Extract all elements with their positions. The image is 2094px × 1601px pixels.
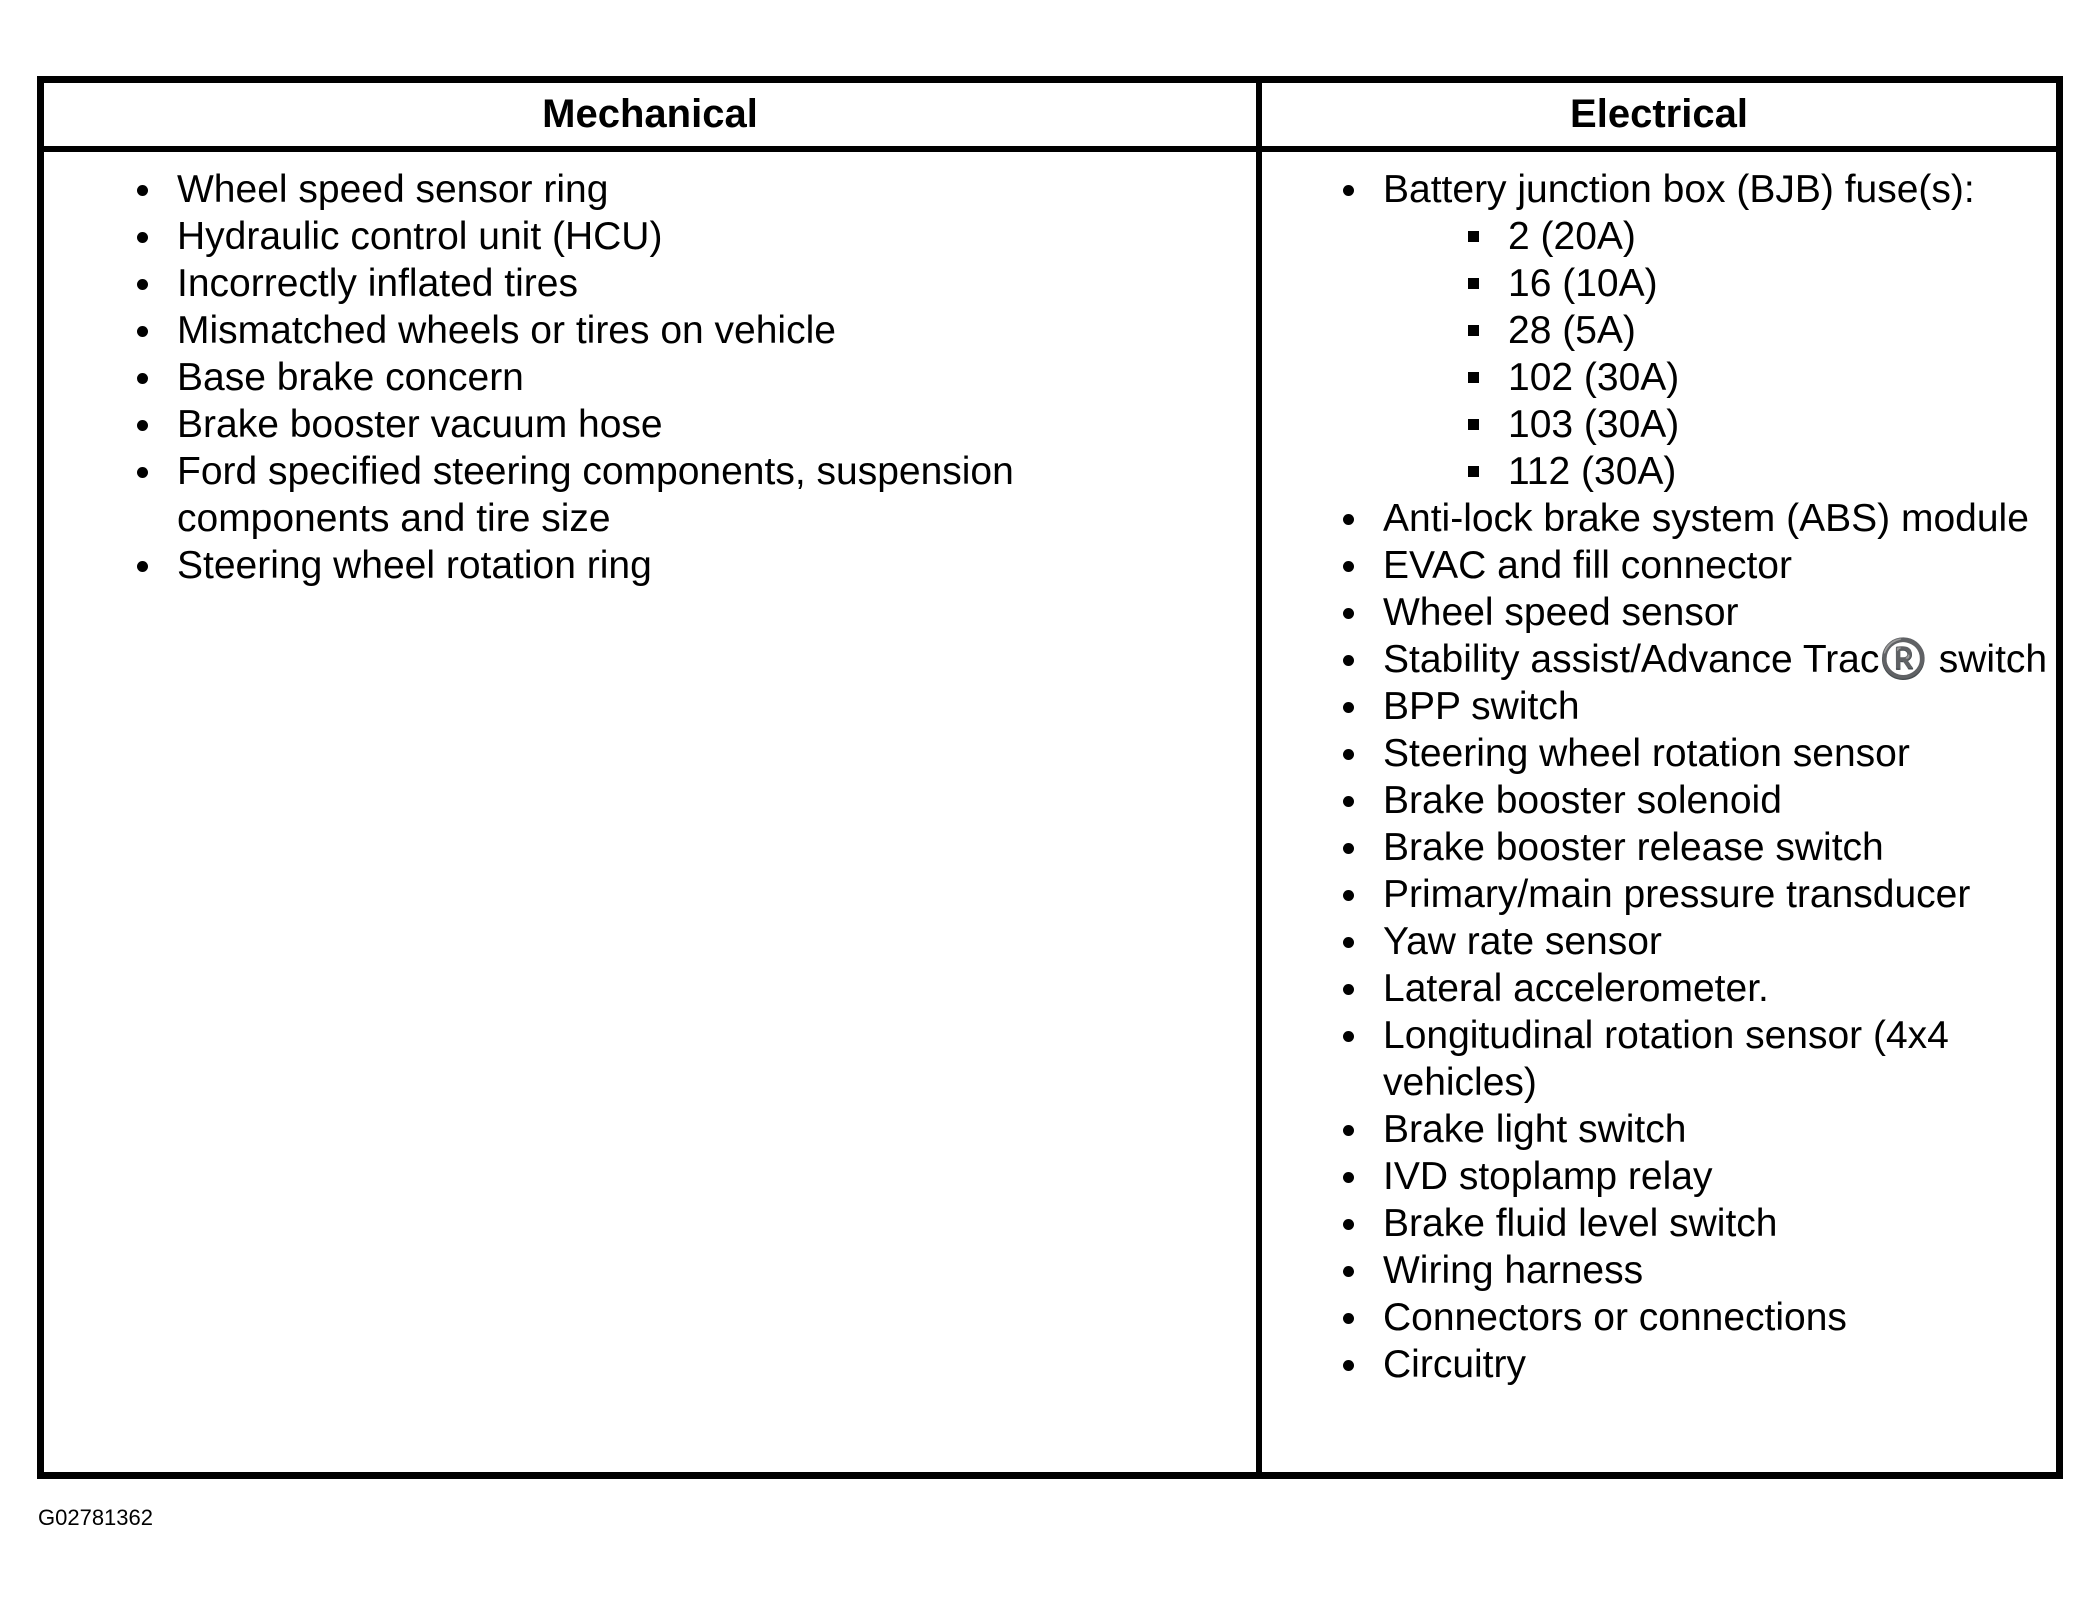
square-bullet-icon <box>1468 325 1479 336</box>
bullet-icon <box>1343 1031 1354 1042</box>
list-item-text: Longitudinal rotation sensor (4x4 vehicles) <box>1383 1014 1949 1104</box>
list-item-text: Mismatched wheels or tires on vehicle <box>177 309 836 352</box>
mechanical-cell <box>44 152 1262 1472</box>
fuse-item <box>1383 260 2063 307</box>
list-item-text: Brake light switch <box>1383 1108 1687 1151</box>
list-item-text: Brake booster solenoid <box>1383 779 1782 822</box>
bullet-icon <box>1343 843 1354 854</box>
fuse-item <box>1383 307 2063 354</box>
bullet-icon <box>137 561 148 572</box>
list-item <box>137 354 1187 401</box>
list-item <box>1343 1012 2063 1106</box>
square-bullet-icon <box>1468 278 1479 289</box>
list-item <box>137 260 1187 307</box>
bullet-icon <box>137 326 148 337</box>
list-item-text: Connectors or connections <box>1383 1296 1847 1339</box>
list-item-text: Incorrectly inflated tires <box>177 262 578 305</box>
bullet-icon <box>1343 514 1354 525</box>
fuse-item <box>1383 213 2063 260</box>
list-item <box>1343 542 2063 589</box>
bullet-icon <box>1343 185 1354 196</box>
list-item <box>1343 1247 2063 1294</box>
list-item <box>1343 636 2063 683</box>
bullet-icon <box>1343 655 1354 666</box>
list-item <box>137 542 1187 589</box>
fuse-item-text: 28 (5A) <box>1508 309 1636 352</box>
list-item-text: Stability assist/Advance Trac®️ switch <box>1383 638 2048 681</box>
bullet-icon <box>1343 749 1354 760</box>
list-item-text: Wiring harness <box>1383 1249 1644 1292</box>
mechanical-list <box>137 166 1187 589</box>
list-item-text: Base brake concern <box>177 356 524 399</box>
list-item <box>1343 871 2063 918</box>
mechanical-header: Mechanical <box>44 83 1262 152</box>
list-item <box>1343 683 2063 730</box>
electrical-list <box>1343 166 2063 1388</box>
list-item-text: Brake booster release switch <box>1383 826 1884 869</box>
list-item-text: Ford specified steering components, suspension components and tire size <box>177 450 1014 540</box>
fuse-item <box>1383 448 2063 495</box>
bullet-icon <box>137 420 148 431</box>
bullet-icon <box>1343 1172 1354 1183</box>
list-item <box>137 166 1187 213</box>
list-item-text: Lateral accelerometer. <box>1383 967 1769 1010</box>
figure-id: G02781362 <box>38 1505 153 1530</box>
fuse-item <box>1383 401 2063 448</box>
list-item <box>1343 1106 2063 1153</box>
list-item <box>1343 965 2063 1012</box>
fuse-item <box>1383 354 2063 401</box>
square-bullet-icon <box>1468 419 1479 430</box>
list-item-text: EVAC and fill connector <box>1383 544 1792 587</box>
bullet-icon <box>1343 937 1354 948</box>
bullet-icon <box>1343 608 1354 619</box>
bullet-icon <box>1343 1266 1354 1277</box>
list-item <box>137 401 1187 448</box>
list-item-text: Battery junction box (BJB) fuse(s): <box>1383 168 1975 211</box>
bullet-icon <box>1343 1125 1354 1136</box>
list-item <box>137 307 1187 354</box>
bullet-icon <box>1343 1219 1354 1230</box>
square-bullet-icon <box>1468 231 1479 242</box>
bullet-icon <box>1343 984 1354 995</box>
list-item <box>1343 495 2063 542</box>
bullet-icon <box>137 232 148 243</box>
list-item-text: Brake booster vacuum hose <box>177 403 663 446</box>
list-item <box>137 448 1187 542</box>
fuse-item-text: 103 (30A) <box>1508 403 1680 446</box>
fuse-item-text: 112 (30A) <box>1508 450 1677 493</box>
list-item-text: Wheel speed sensor ring <box>177 168 609 211</box>
inspection-table <box>37 76 2063 1479</box>
list-item <box>137 213 1187 260</box>
square-bullet-icon <box>1468 466 1479 477</box>
fuse-item-text: 2 (20A) <box>1508 215 1636 258</box>
bullet-icon <box>1343 796 1354 807</box>
list-item <box>1343 1153 2063 1200</box>
list-item-text: Yaw rate sensor <box>1383 920 1662 963</box>
bullet-icon <box>1343 702 1354 713</box>
list-item <box>1343 918 2063 965</box>
list-item <box>1343 777 2063 824</box>
list-item-text: BPP switch <box>1383 685 1580 728</box>
list-item-text: Hydraulic control unit (HCU) <box>177 215 663 258</box>
list-item <box>1343 1341 2063 1388</box>
list-item-text: Brake fluid level switch <box>1383 1202 1778 1245</box>
list-item-text: Steering wheel rotation ring <box>177 544 652 587</box>
bullet-icon <box>137 185 148 196</box>
list-item <box>1343 1200 2063 1247</box>
bullet-icon <box>137 373 148 384</box>
electrical-cell <box>1262 152 2056 1472</box>
list-item-text: Primary/main pressure transducer <box>1383 873 1971 916</box>
list-item <box>1343 824 2063 871</box>
bullet-icon <box>1343 1313 1354 1324</box>
list-item <box>1343 589 2063 636</box>
bullet-icon <box>137 467 148 478</box>
fuse-item-text: 102 (30A) <box>1508 356 1680 399</box>
bullet-icon <box>1343 890 1354 901</box>
list-item-text: Wheel speed sensor <box>1383 591 1739 634</box>
bullet-icon <box>137 279 148 290</box>
square-bullet-icon <box>1468 372 1479 383</box>
list-item-text: Circuitry <box>1383 1343 1526 1386</box>
list-item-text: Steering wheel rotation sensor <box>1383 732 1910 775</box>
fuse-item-text: 16 (10A) <box>1508 262 1658 305</box>
list-item <box>1343 730 2063 777</box>
list-item <box>1343 166 2063 495</box>
list-item-text: Anti-lock brake system (ABS) module <box>1383 497 2029 540</box>
list-item-text: IVD stoplamp relay <box>1383 1155 1713 1198</box>
list-item <box>1343 1294 2063 1341</box>
electrical-header: Electrical <box>1262 83 2056 152</box>
bullet-icon <box>1343 1360 1354 1371</box>
fuse-sublist <box>1383 213 2063 495</box>
bullet-icon <box>1343 561 1354 572</box>
